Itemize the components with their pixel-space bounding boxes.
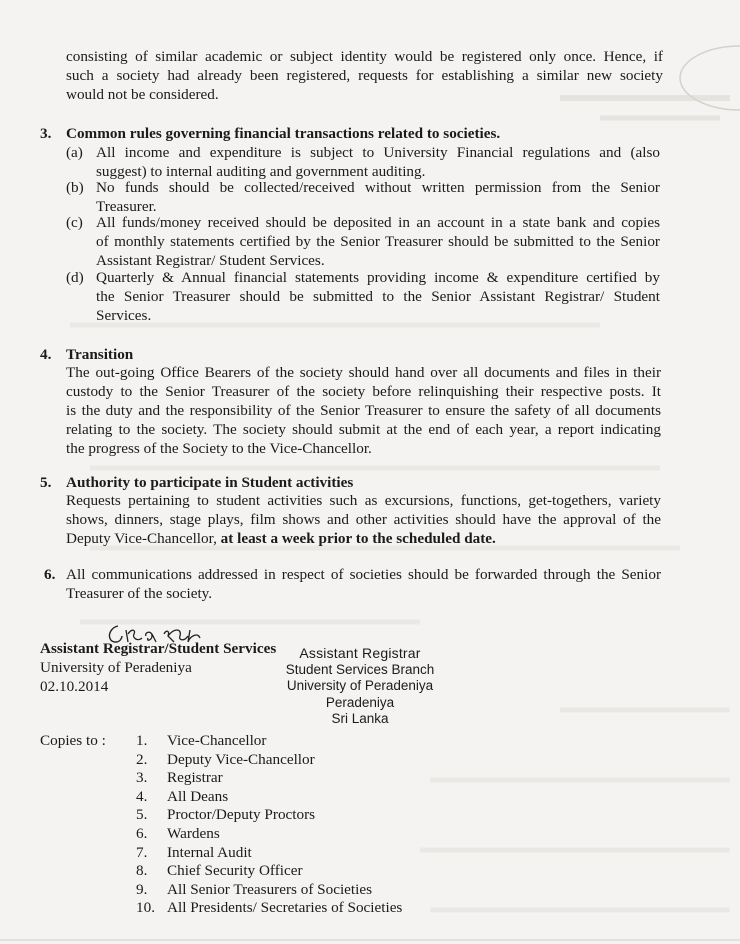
copies-list	[136, 732, 402, 918]
section-3-number: 3.	[40, 125, 52, 142]
item-line: All funds/money received should be deposited in an account in a state bank and copies	[96, 214, 660, 231]
list-number: 6.	[136, 824, 148, 842]
list-number: 10.	[136, 899, 155, 917]
list-item	[136, 806, 402, 825]
recipient: Internal Audit	[167, 843, 252, 861]
section-6-number: 6.	[44, 566, 56, 583]
item-label: (a)	[66, 144, 83, 161]
signature-date: 02.10.2014	[40, 678, 109, 695]
recipient: Wardens	[167, 824, 220, 842]
body-line: is the duty and the responsibility of the Senior Treasurer to ensure the safety of all documents	[66, 402, 661, 419]
recipient: All Presidents/ Secretaries of Societies	[167, 899, 403, 917]
signatory-university: University of Peradeniya	[40, 659, 192, 676]
list-item	[136, 769, 402, 788]
stamp-line: Sri Lanka	[331, 711, 389, 726]
recipient: Deputy Vice-Chancellor	[167, 750, 315, 768]
list-number: 9.	[136, 880, 148, 898]
list-number: 3.	[136, 769, 148, 787]
official-stamp	[272, 645, 448, 728]
item-line: of monthly statements certified by the Senior Treasurer should be submitted to the Senior	[96, 233, 660, 250]
list-item	[136, 881, 402, 900]
list-number: 1.	[136, 732, 148, 749]
deadline-emphasis: at least a week prior to the scheduled date.	[220, 530, 496, 547]
recipient: Vice-Chancellor	[167, 732, 267, 749]
item-label: (c)	[66, 214, 83, 231]
item-line: Quarterly & Annual financial statements providing income & expenditure certified by	[96, 269, 660, 286]
intro-line: would not be considered.	[66, 86, 219, 103]
intro-line: such a society had already been registered, requests for establishing a similar new society	[66, 67, 663, 84]
list-item	[136, 844, 402, 863]
body-line: Requests pertaining to student activities such as excursions, functions, get-togethers, variety	[66, 492, 661, 509]
recipient: Registrar	[167, 769, 223, 787]
recipient: Proctor/Deputy Proctors	[167, 806, 316, 824]
item-line: Treasurer.	[96, 198, 157, 215]
section-5-body	[66, 491, 661, 548]
signatory-title: Assistant Registrar/Student Services	[40, 640, 277, 657]
section-4-body	[66, 363, 661, 458]
body-line: All communications addressed in respect of societies should be forwarded through the Senior	[66, 566, 661, 583]
section-3-heading: Common rules governing financial transactions related to societies.	[66, 125, 501, 142]
stamp-line: Student Services Branch	[285, 661, 435, 677]
list-number: 8.	[136, 862, 148, 880]
recipient: All Deans	[167, 787, 229, 805]
item-line: suggest) to internal auditing and government auditing.	[96, 163, 426, 180]
list-item	[136, 751, 402, 770]
copies-to-label: Copies to :	[40, 732, 106, 749]
item-label: (b)	[66, 179, 84, 196]
recipient: All Senior Treasurers of Societies	[167, 880, 373, 898]
stamp-line: Peradeniya	[325, 694, 395, 710]
body-line: relating to the society. The society should submit at the end of each year, a report indicating	[66, 421, 661, 438]
body-line: Treasurer of the society.	[66, 585, 213, 602]
section-4-heading: Transition	[66, 346, 134, 363]
section-6-body	[66, 565, 661, 603]
list-number: 5.	[136, 806, 148, 824]
list-number: 2.	[136, 750, 148, 768]
body-line: shows, dinners, stage plays, film shows and other activities should have the approval of the	[66, 511, 661, 528]
body-line: custody to the Senior Treasurer of the society before relinquishing their respective posts. It	[66, 383, 661, 400]
body-line: The out-going Office Bearers of the society should hand over all documents and files in their	[66, 364, 661, 381]
list-item	[136, 899, 402, 918]
list-item	[136, 862, 402, 881]
item-line: Assistant Registrar/ Student Services.	[96, 252, 325, 269]
body-line-last	[66, 529, 661, 548]
intro-paragraph	[66, 47, 663, 104]
recipient: Chief Security Officer	[167, 862, 303, 880]
list-number: 4.	[136, 787, 148, 805]
item-line: the Senior Treasurer should be submitted to the Senior Assistant Registrar/ Student	[96, 288, 660, 305]
item-line: Services.	[96, 307, 152, 324]
list-item	[136, 732, 402, 751]
list-item	[136, 788, 402, 807]
intro-line: consisting of similar academic or subject identity would be registered only once. Hence, if	[66, 48, 663, 65]
item-label: (d)	[66, 269, 84, 286]
item-line: All income and expenditure is subject to University Financial regulations and (also	[96, 144, 660, 161]
list-item	[136, 825, 402, 844]
section-4-number: 4.	[40, 346, 52, 363]
list-number: 7.	[136, 843, 148, 861]
section-5-number: 5.	[40, 474, 52, 491]
section-5-heading: Authority to participate in Student activities	[66, 474, 354, 491]
body-line: the progress of the Society to the Vice-Chancellor.	[66, 440, 372, 457]
item-text	[96, 143, 660, 181]
item-text	[96, 178, 660, 216]
item-text	[96, 268, 660, 325]
body-text: Deputy Vice-Chancellor,	[66, 530, 221, 547]
stamp-line: University of Peradeniya	[286, 678, 434, 693]
item-text	[96, 213, 660, 270]
item-line: No funds should be collected/received without written permission from the Senior	[96, 179, 660, 196]
stamp-line: Assistant Registrar	[299, 645, 421, 661]
